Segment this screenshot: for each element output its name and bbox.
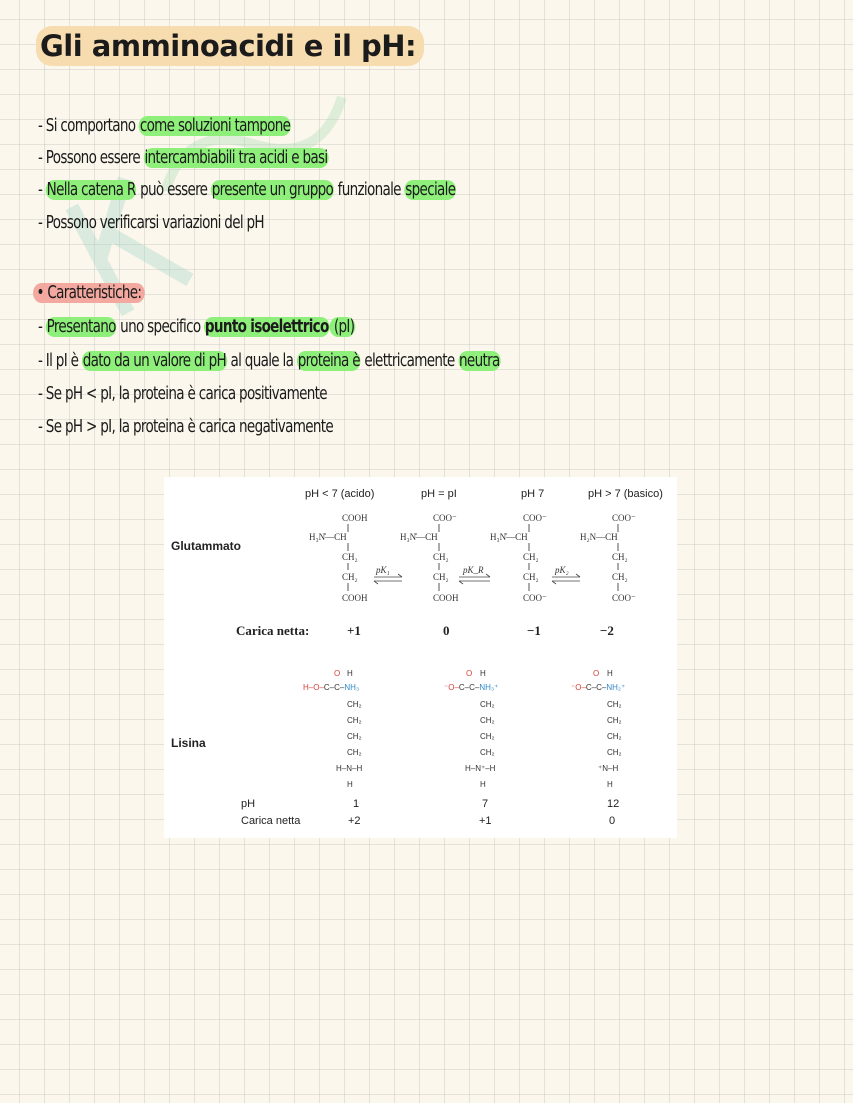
svg-text:CH₂: CH₂: [347, 700, 362, 709]
svg-text:O: O: [334, 669, 341, 678]
header-ph7: pH 7: [521, 488, 545, 500]
svg-text:H: H: [347, 780, 353, 789]
svg-text:CH₂: CH₂: [347, 716, 362, 725]
highlight-text: proteina è: [297, 351, 360, 371]
glutamate-structures: [304, 511, 674, 607]
highlight-text: (pI): [330, 317, 355, 337]
svg-text:CH₂: CH₂: [347, 732, 362, 741]
svg-text:CH₂: CH₂: [480, 716, 495, 725]
bullet-text: funzionale: [334, 180, 405, 200]
pk2-label: pK₂: [555, 565, 569, 575]
highlight-text: dato da un valore di pH: [82, 351, 227, 371]
svg-text:H: H: [607, 780, 613, 789]
svg-text:CH₂: CH₂: [523, 552, 539, 562]
amino-acid-ph-figure: [164, 477, 677, 838]
highlight-text: neutra: [459, 351, 500, 371]
svg-text:COO⁻: COO⁻: [612, 593, 636, 603]
bullet-text: - Si comportano: [38, 116, 139, 136]
svg-text:CH₂: CH₂: [342, 552, 358, 562]
svg-text:H: H: [480, 780, 486, 789]
bullet-text: - Il pI è: [38, 351, 82, 371]
feature-line-1: [38, 315, 355, 339]
lisina-net-charge-label: Carica netta: [241, 815, 301, 827]
page-title: Gli amminoacidi e il pH:: [36, 26, 424, 66]
section-heading: [33, 281, 145, 305]
lisina-ph-label: pH: [241, 798, 256, 810]
feature-line-3: [38, 382, 327, 406]
section-heading-text: • Caratteristiche:: [33, 283, 145, 303]
svg-text:O: O: [466, 669, 473, 678]
glutammato-charge-3: −1: [527, 623, 541, 638]
bullet-text: - Se pH > pI, la proteina è carica negativamente: [38, 417, 334, 437]
svg-text:H: H: [607, 669, 613, 678]
highlight-text: speciale: [405, 180, 456, 200]
bullet-text: - Possono essere: [38, 148, 144, 168]
svg-text:COOH: COOH: [342, 513, 368, 523]
bullet-text: al quale la: [226, 351, 297, 371]
svg-text:⁻O–C–C–NH₂⁺: ⁻O–C–C–NH₂⁺: [571, 683, 626, 692]
bullet-text: -: [38, 317, 46, 337]
bullet-text: uno specifico: [116, 317, 205, 337]
highlight-text: Nella catena R: [46, 180, 136, 200]
highlight-text: come soluzioni tampone: [139, 116, 291, 136]
svg-text:CH₂: CH₂: [433, 552, 449, 562]
highlight-text: Presentano: [46, 317, 116, 337]
lisina-charge-2: +1: [479, 815, 492, 827]
header-acid: pH < 7 (acido): [305, 488, 375, 500]
svg-text:O: O: [593, 669, 600, 678]
svg-text:CH₂: CH₂: [480, 732, 495, 741]
svg-text:H–O–C–C–NH₃: H–O–C–C–NH₃: [303, 683, 360, 692]
svg-text:CH₂: CH₂: [480, 748, 495, 757]
svg-text:CH₂: CH₂: [523, 572, 539, 582]
lisina-charge-3: 0: [609, 815, 616, 827]
svg-text:CH₂: CH₂: [480, 700, 495, 709]
lisina-ph-2: 7: [482, 798, 489, 810]
bullet-line-1: [38, 114, 291, 138]
svg-text:CH₂: CH₂: [607, 716, 622, 725]
svg-text:H₂N—CH: H₂N—CH: [580, 532, 618, 542]
svg-text:H: H: [347, 669, 353, 678]
svg-text:H–N–H: H–N–H: [336, 764, 363, 773]
svg-text:CH₂: CH₂: [607, 748, 622, 757]
svg-text:COO⁻: COO⁻: [523, 513, 547, 523]
bullet-text: -: [38, 180, 46, 200]
bullet-line-3: [38, 178, 456, 202]
svg-text:H₃N̊—CH: H₃N̊—CH: [309, 532, 347, 542]
svg-text:COOH: COOH: [342, 593, 368, 603]
lisina-label: Lisina: [171, 736, 206, 750]
glutammato-charge-4: −2: [600, 623, 614, 638]
glutammato-net-charge-label: Carica netta:: [236, 623, 310, 638]
glutammato-charge-2: 0: [443, 623, 450, 638]
svg-text:CH₂: CH₂: [607, 700, 622, 709]
highlight-text: presente un gruppo: [211, 180, 334, 200]
svg-text:H–N⁺–H: H–N⁺–H: [465, 764, 496, 773]
lisina-ph-1: 1: [353, 798, 360, 810]
glutammato-label: Glutammato: [171, 539, 242, 553]
highlight-text: intercambiabili tra acidi e basi: [144, 148, 328, 168]
svg-text:⁻O–C–C–NH₃⁺: ⁻O–C–C–NH₃⁺: [444, 683, 499, 692]
svg-text:COO⁻: COO⁻: [523, 593, 547, 603]
glutammato-charge-1: +1: [347, 623, 361, 638]
pk1-label: pK₁: [376, 565, 390, 575]
bullet-line-4: [38, 211, 264, 235]
svg-text:⁺N–H: ⁺N–H: [598, 764, 619, 773]
svg-text:H₃N̊—CH: H₃N̊—CH: [490, 532, 528, 542]
svg-text:CH₂: CH₂: [342, 572, 358, 582]
highlight-text: punto isoelettrico: [204, 317, 329, 337]
svg-text:CH₂: CH₂: [347, 748, 362, 757]
svg-text:COO⁻: COO⁻: [612, 513, 636, 523]
svg-text:COO⁻: COO⁻: [433, 513, 457, 523]
svg-text:CH₂: CH₂: [612, 572, 628, 582]
header-basic: pH > 7 (basico): [588, 488, 663, 500]
svg-text:CH₂: CH₂: [612, 552, 628, 562]
svg-text:CH₂: CH₂: [607, 732, 622, 741]
svg-text:COOH: COOH: [433, 593, 459, 603]
bullet-text: elettricamente: [360, 351, 459, 371]
bullet-text: - Possono verificarsi variazioni del pH: [38, 213, 264, 233]
svg-text:CH₂: CH₂: [433, 572, 449, 582]
lisina-ph-3: 12: [607, 798, 620, 810]
bullet-text: - Se pH < pI, la proteina è carica positivamente: [38, 384, 327, 404]
lisina-charge-1: +2: [348, 815, 361, 827]
header-pi: pH = pI: [421, 488, 457, 500]
svg-text:H₃N̊—CH: H₃N̊—CH: [400, 532, 438, 542]
svg-text:H: H: [480, 669, 486, 678]
pkr-label: pK_R: [463, 565, 484, 575]
lysine-structures: [300, 667, 660, 793]
bullet-line-2: [38, 146, 328, 170]
bullet-text: può essere: [136, 180, 211, 200]
feature-line-4: [38, 415, 333, 439]
feature-line-2: [38, 349, 500, 373]
